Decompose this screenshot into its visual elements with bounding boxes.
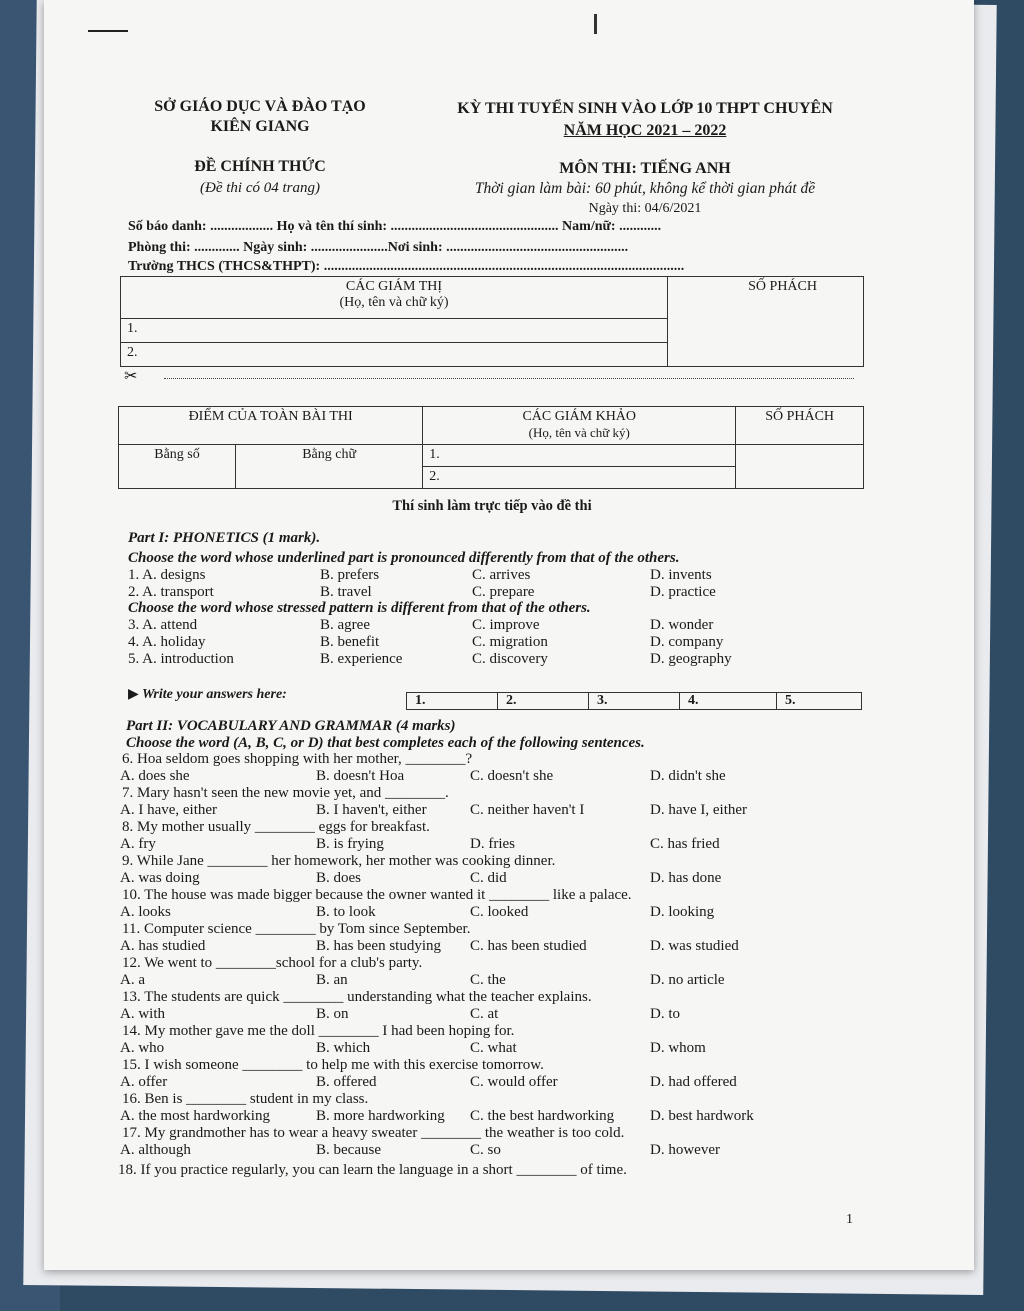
question-stem: 6. Hoa seldom goes shopping with her mother, ________?	[122, 751, 473, 767]
question-stem: 10. The house was made bigger because the owner wanted it ________ like a palace.	[122, 887, 632, 903]
q4-b: B. benefit	[320, 634, 380, 650]
question-stem: 14. My mother gave me the doll ________ I had been hoping for.	[122, 1023, 515, 1039]
option-c: C. at	[470, 1006, 499, 1022]
question-stem: 13. The students are quick ________ understanding what the teacher explains.	[122, 989, 592, 1005]
option-b: B. on	[316, 1006, 349, 1022]
score-title: ĐIỂM CỦA TOÀN BÀI THI	[188, 409, 353, 424]
question-stem: 9. While Jane ________ her homework, her mother was cooking dinner.	[122, 853, 556, 869]
invigilator-row-1: 1.	[121, 319, 668, 343]
examiners-sub: (Họ, tên và chữ ký)	[528, 425, 630, 440]
option-b: B. doesn't Hoa	[316, 768, 405, 784]
option-a: A. has studied	[120, 938, 206, 954]
option-b: B. does	[316, 870, 361, 886]
option-d: D. has done	[650, 870, 722, 886]
q3-c: C. improve	[472, 617, 540, 633]
option-d: C. has fried	[650, 836, 720, 852]
option-c: C. the best hardworking	[470, 1108, 615, 1124]
q1-d: D. invents	[650, 567, 712, 583]
q2-d: D. practice	[650, 584, 716, 600]
q5-d: D. geography	[650, 651, 732, 667]
option-b: B. which	[316, 1040, 371, 1056]
invigilator-table	[120, 276, 864, 367]
option-a: A. a	[120, 972, 145, 988]
option-c: C. did	[470, 870, 507, 886]
examiners-title: CÁC GIÁM KHẢO	[522, 409, 637, 424]
q4-a: 4. A. holiday	[128, 634, 206, 650]
option-c: C. would offer	[470, 1074, 558, 1090]
option-a: A. offer	[120, 1074, 168, 1090]
option-c: C. looked	[470, 904, 529, 920]
option-c: C. has been studied	[470, 938, 587, 954]
option-d: D. whom	[650, 1040, 706, 1056]
option-d: D. however	[650, 1142, 720, 1158]
question-stem: 7. Mary hasn't seen the new movie yet, and ________.	[122, 785, 449, 801]
dept-line1: SỞ GIÁO DỤC VÀ ĐÀO TẠO	[154, 98, 366, 115]
in-words-label: Bằng chữ	[302, 447, 357, 462]
option-d: D. was studied	[650, 938, 739, 954]
option-d: D. no article	[650, 972, 725, 988]
option-a: A. who	[120, 1040, 165, 1056]
q4-d: D. company	[650, 634, 724, 650]
candidate-line2: Phòng thi: ............. Ngày sinh: ......................Nơi sinh: ....................................................	[128, 240, 629, 255]
q5-a: 5. A. introduction	[128, 651, 234, 667]
official-label: ĐỀ CHÍNH THỨC	[194, 158, 326, 175]
part1-instr2: Choose the word whose stressed pattern is different from that of the others.	[128, 600, 591, 616]
answers-label: ▶ Write your answers here:	[128, 687, 287, 702]
pages-note: (Đề thi có 04 trang)	[200, 180, 320, 196]
q1-b: B. prefers	[320, 567, 380, 583]
q3-a: 3. A. attend	[128, 617, 198, 633]
invigilator-row-2: 2.	[121, 343, 668, 367]
in-numbers-label: Bằng số	[154, 447, 200, 462]
q4-c: C. migration	[472, 634, 548, 650]
q3-b: B. agree	[320, 617, 370, 633]
option-a: A. I have, either	[120, 802, 218, 818]
answer-box[interactable]	[406, 692, 862, 710]
q18: 18. If you practice regularly, you can learn the language in a short ________ of time.	[118, 1162, 627, 1178]
q1-a: 1. A. designs	[128, 567, 206, 583]
scissors-icon: ✂	[124, 368, 138, 385]
option-b: B. an	[316, 972, 348, 988]
question-stem: 11. Computer science ________ by Tom since September.	[122, 921, 471, 937]
option-b: B. has been studying	[316, 938, 441, 954]
option-a: A. the most hardworking	[120, 1108, 270, 1124]
candidate-line1: Số báo danh: .................. Họ và tên thí sinh: ................................................ Nam/nữ: ............	[128, 219, 662, 234]
code-title: SỐ PHÁCH	[748, 279, 817, 294]
cut-line	[164, 378, 854, 379]
answer-slot-2[interactable]: 2.	[498, 693, 589, 709]
part2-instr: Choose the word (A, B, C, or D) that best completes each of the following sentences.	[126, 735, 645, 751]
option-b: B. I haven't, either	[316, 802, 427, 818]
q5-c: C. discovery	[472, 651, 548, 667]
option-d: D. to	[650, 1006, 680, 1022]
option-c: C. what	[470, 1040, 517, 1056]
option-a: A. looks	[120, 904, 171, 920]
option-d: D. had offered	[650, 1074, 737, 1090]
score-table	[118, 406, 864, 489]
option-b: B. offered	[316, 1074, 377, 1090]
answer-slot-4[interactable]: 4.	[680, 693, 777, 709]
direct-note: Thí sinh làm trực tiếp vào đề thi	[392, 498, 592, 514]
option-a: A. was doing	[120, 870, 200, 886]
page-number: 1	[846, 1212, 853, 1227]
part2-title: Part II: VOCABULARY AND GRAMMAR (4 marks)	[126, 718, 456, 734]
part1-title: Part I: PHONETICS (1 mark).	[128, 530, 321, 546]
duration: Thời gian làm bài: 60 phút, không kể thời gian phát đề	[474, 180, 816, 197]
q2-b: B. travel	[320, 584, 372, 600]
option-a: A. fry	[120, 836, 156, 852]
q2-c: C. prepare	[472, 584, 535, 600]
exam-title: KỲ THI TUYỂN SINH VÀO LỚP 10 THPT CHUYÊN	[457, 100, 833, 117]
invigilators-title: CÁC GIÁM THỊ	[345, 279, 443, 294]
option-a: A. although	[120, 1142, 191, 1158]
option-d: D. have I, either	[650, 802, 748, 818]
q1-c: C. arrives	[472, 567, 531, 583]
question-stem: 12. We went to ________school for a club's party.	[122, 955, 423, 971]
option-d: D. best hardwork	[650, 1108, 754, 1124]
score-code-title: SỐ PHÁCH	[765, 409, 835, 424]
q3-d: D. wonder	[650, 617, 714, 633]
examiner-row-2: 2.	[423, 467, 736, 489]
option-c: C. the	[470, 972, 506, 988]
option-d: D. looking	[650, 904, 715, 920]
examiner-row-1: 1.	[423, 445, 736, 467]
option-b: B. because	[316, 1142, 381, 1158]
option-a: A. does she	[120, 768, 190, 784]
invigilators-sub: (Họ, tên và chữ ký)	[339, 295, 449, 310]
question-stem: 8. My mother usually ________ eggs for breakfast.	[122, 819, 430, 835]
part1-instr1: Choose the word whose underlined part is pronounced differently from that of the others.	[128, 550, 680, 566]
school-year: NĂM HỌC 2021 – 2022	[563, 122, 727, 139]
answer-slot-5[interactable]: 5.	[785, 693, 796, 708]
question-stem: 15. I wish someone ________ to help me with this exercise tomorrow.	[122, 1057, 544, 1073]
option-b: B. more hardworking	[316, 1108, 445, 1124]
exam-paper	[44, 0, 974, 1270]
option-c: C. neither haven't I	[470, 802, 585, 818]
exam-date: Ngày thi: 04/6/2021	[588, 201, 702, 216]
option-c: C. so	[470, 1142, 501, 1158]
q5-b: B. experience	[320, 651, 403, 667]
option-c: C. doesn't she	[470, 768, 554, 784]
candidate-line3: Trường THCS (THCS&THPT): .......................................................................................................	[128, 259, 685, 274]
question-stem: 17. My grandmother has to wear a heavy sweater ________ the weather is too cold.	[122, 1125, 625, 1141]
answer-slot-3[interactable]: 3.	[589, 693, 680, 709]
option-c: D. fries	[470, 836, 515, 852]
staple-mark	[594, 14, 597, 34]
option-b: B. is frying	[316, 836, 384, 852]
answer-slot-1[interactable]: 1.	[407, 693, 498, 709]
subject: MÔN THI: TIẾNG ANH	[559, 160, 731, 177]
dept-line2: KIÊN GIANG	[210, 118, 310, 135]
question-stem: 16. Ben is ________ student in my class.	[122, 1091, 369, 1107]
top-mark	[88, 30, 128, 32]
option-d: D. didn't she	[650, 768, 726, 784]
q2-a: 2. A. transport	[128, 584, 214, 600]
option-b: B. to look	[316, 904, 376, 920]
option-a: A. with	[120, 1006, 165, 1022]
